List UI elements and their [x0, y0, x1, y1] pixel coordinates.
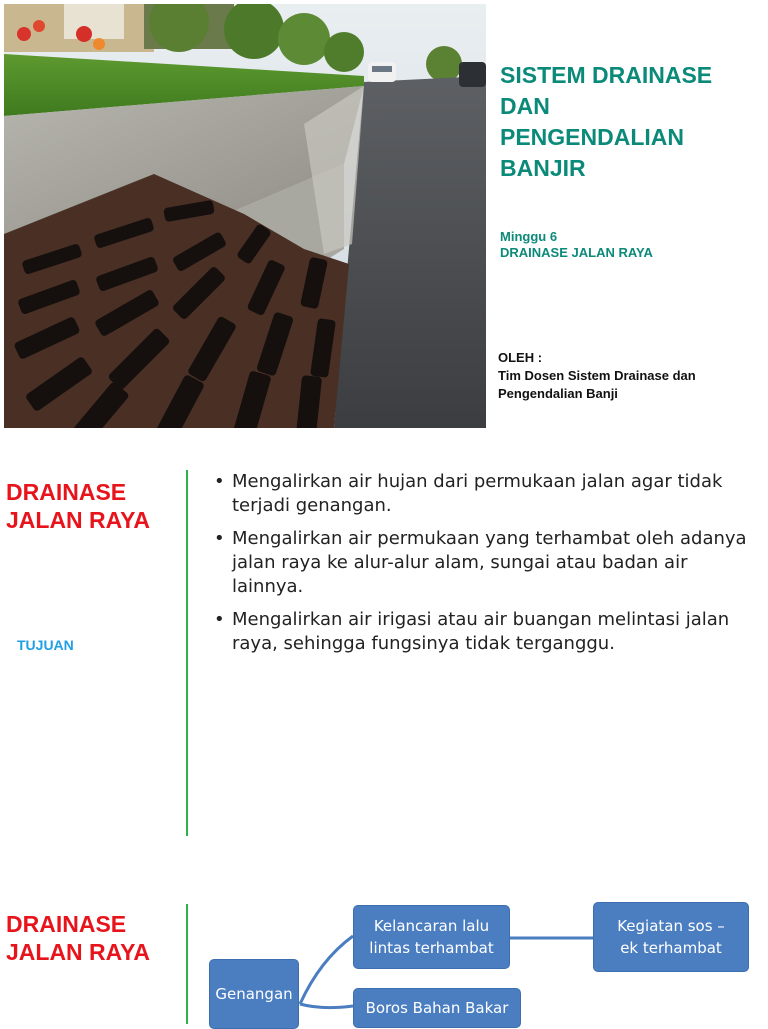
- author-block: [498, 349, 696, 403]
- heading-line: JALAN RAYA: [6, 507, 151, 533]
- heading-line: DRAINASE: [6, 479, 127, 505]
- bullet-icon: •: [214, 471, 225, 492]
- slide2-heading: [6, 478, 150, 534]
- week-label: Minggu 6: [500, 229, 558, 244]
- objectives-list: [210, 470, 750, 665]
- kelancaran-box: [353, 905, 510, 969]
- bullet-text: Mengalirkan air permukaan yang terhambat oleh adanya jalan raya ke alur-alur alam, sungai atau badan air lainnya.: [232, 528, 747, 597]
- heading-line: DRAINASE: [6, 911, 127, 937]
- title-line: DAN: [500, 93, 550, 119]
- box-label: Kegiatan sos – ek terhambat: [617, 917, 725, 957]
- subtitle: [500, 229, 653, 261]
- kegiatan-box: [593, 902, 749, 972]
- bullet-text: Mengalirkan air hujan dari permukaan jalan agar tidak terjadi genangan.: [232, 471, 723, 516]
- title-line: PENGENDALIAN: [500, 124, 685, 150]
- boros-box: [353, 988, 521, 1028]
- genangan-box: [209, 959, 299, 1029]
- title-slide: [0, 0, 768, 428]
- street-drain-photo: [4, 4, 486, 428]
- author-line: Pengendalian Banji: [498, 386, 618, 401]
- divider-line: [186, 470, 188, 836]
- topic-label: DRAINASE JALAN RAYA: [500, 245, 653, 260]
- author-line: Tim Dosen Sistem Drainase dan: [498, 368, 696, 383]
- by-label: OLEH :: [498, 350, 543, 365]
- heading-line: JALAN RAYA: [6, 939, 151, 965]
- presentation-title: [500, 60, 760, 184]
- bullet-icon: •: [214, 528, 225, 549]
- tujuan-label: TUJUAN: [17, 637, 74, 653]
- bullet-text: Mengalirkan air irigasi atau air buangan melintasi jalan raya, sehingga fungsinya tidak terganggu.: [232, 609, 730, 654]
- list-item: [210, 527, 750, 599]
- list-item: [210, 470, 750, 518]
- bullet-icon: •: [214, 609, 225, 630]
- connector-root-branch2: [300, 1004, 353, 1008]
- title-line: BANJIR: [500, 155, 586, 181]
- box-label: Genangan: [215, 985, 293, 1003]
- title-line: SISTEM DRAINASE: [500, 62, 713, 88]
- box-label: Boros Bahan Bakar: [365, 999, 509, 1017]
- connector-root-branch1: [300, 936, 353, 1004]
- box-label: Kelancaran lalu lintas terhambat: [369, 917, 494, 957]
- list-item: [210, 608, 750, 656]
